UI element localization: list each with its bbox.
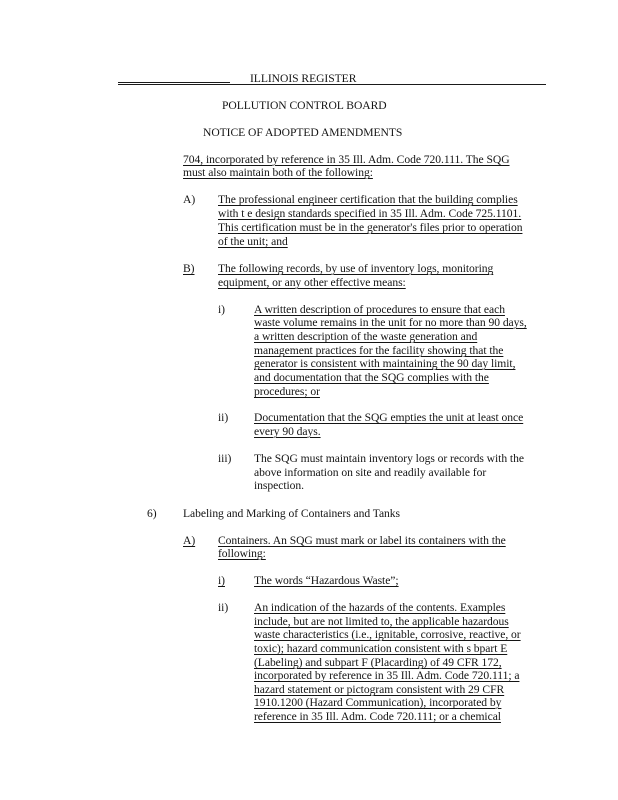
item-b-iii-line-3: inspection. — [254, 479, 305, 492]
section-6-a-ii-line-1: An indication of the hazards of the contents. Examples — [254, 601, 506, 614]
section-6-marker: 6) — [147, 507, 157, 520]
item-a-line-4: of the unit; and — [218, 235, 288, 248]
item-b-iii-line-1: The SQG must maintain inventory logs or records with the — [254, 452, 524, 465]
item-b-ii-marker: ii) — [218, 411, 229, 424]
section-6-a-ii-marker: ii) — [218, 601, 229, 614]
section-6-a-ii-line-3: waste characteristics (i.e., ignitable, corrosive, reactive, or — [254, 628, 521, 641]
item-b-i-line-6: and documentation that the SQG complies with the — [254, 371, 489, 384]
item-a-line-2: with t e design standards specified in 35 Ill. Adm. Code 725.1101. — [218, 207, 522, 220]
section-6-a-ii-line-7: hazard statement or pictogram consistent with 29 CFR — [254, 683, 505, 696]
item-b-i-marker: i) — [218, 303, 225, 316]
item-b-ii-line-1: Documentation that the SQG empties the unit at least once — [254, 411, 524, 424]
item-b-i-line-3: a written description of the waste generation and — [254, 330, 478, 343]
notice-title: NOTICE OF ADOPTED AMENDMENTS — [203, 126, 403, 139]
item-b-iii-marker: iii) — [218, 452, 232, 465]
section-6-a-i-text: The words “Hazardous Waste”; — [254, 574, 399, 587]
section-6-a-line-1: Containers. An SQG must mark or label its containers with the — [218, 534, 506, 547]
section-6-a-ii-line-8: 1910.1200 (Hazard Communication), incorporated by — [254, 696, 502, 709]
item-b-line-2: equipment, or any other effective means: — [218, 276, 406, 289]
section-6-title: Labeling and Marking of Containers and Tanks — [183, 507, 401, 520]
header-rule-left — [118, 82, 230, 83]
item-b-i-line-2: waste volume remains in the unit for no more than 90 days, — [254, 316, 527, 329]
item-b-marker: B) — [183, 262, 195, 275]
item-b-line-1: The following records, by use of inventory logs, monitoring — [218, 262, 494, 275]
section-6-a-marker: A) — [183, 534, 196, 547]
section-6-a-ii-line-5: (Labeling) and subpart F (Placarding) of 49 CFR 172, — [254, 656, 502, 669]
item-b-ii-line-2: every 90 days. — [254, 425, 321, 438]
section-6-a-ii-line-4: toxic); hazard communication consistent with s bpart E — [254, 642, 508, 655]
item-b-iii-line-2: above information on site and readily available for — [254, 466, 487, 479]
item-b-i-line-1: A written description of procedures to ensure that each — [254, 303, 505, 316]
item-a-marker: A) — [183, 193, 196, 206]
item-b-i-line-5: generator is consistent with maintaining the 90 day limit, — [254, 357, 516, 370]
section-6-a-ii-line-6: incorporated by reference in 35 Ill. Adm. Code 720.111; a — [254, 669, 520, 682]
item-b-i-line-7: procedures; or — [254, 385, 320, 398]
item-a-line-1: The professional engineer certification that the building complies — [218, 193, 518, 206]
register-title: ILLINOIS REGISTER — [250, 72, 357, 85]
intro-line-1: 704, incorporated by reference in 35 Ill. Adm. Code 720.111. The SQG — [183, 153, 510, 166]
header-rule — [118, 84, 546, 85]
item-a-line-3: This certification must be in the generator's files prior to operation — [218, 221, 523, 234]
section-6-a-ii-line-2: include, but are not limited to, the applicable hazardous — [254, 615, 509, 628]
intro-line-2: must also maintain both of the following: — [183, 166, 373, 179]
section-6-a-line-2: following: — [218, 547, 266, 560]
item-b-i-line-4: management practices for the facility showing that the — [254, 344, 504, 357]
board-title: POLLUTION CONTROL BOARD — [222, 99, 387, 112]
section-6-a-i-marker: i) — [218, 574, 225, 587]
section-6-a-ii-line-9: reference in 35 Ill. Adm. Code 720.111; or a chemical — [254, 710, 501, 723]
